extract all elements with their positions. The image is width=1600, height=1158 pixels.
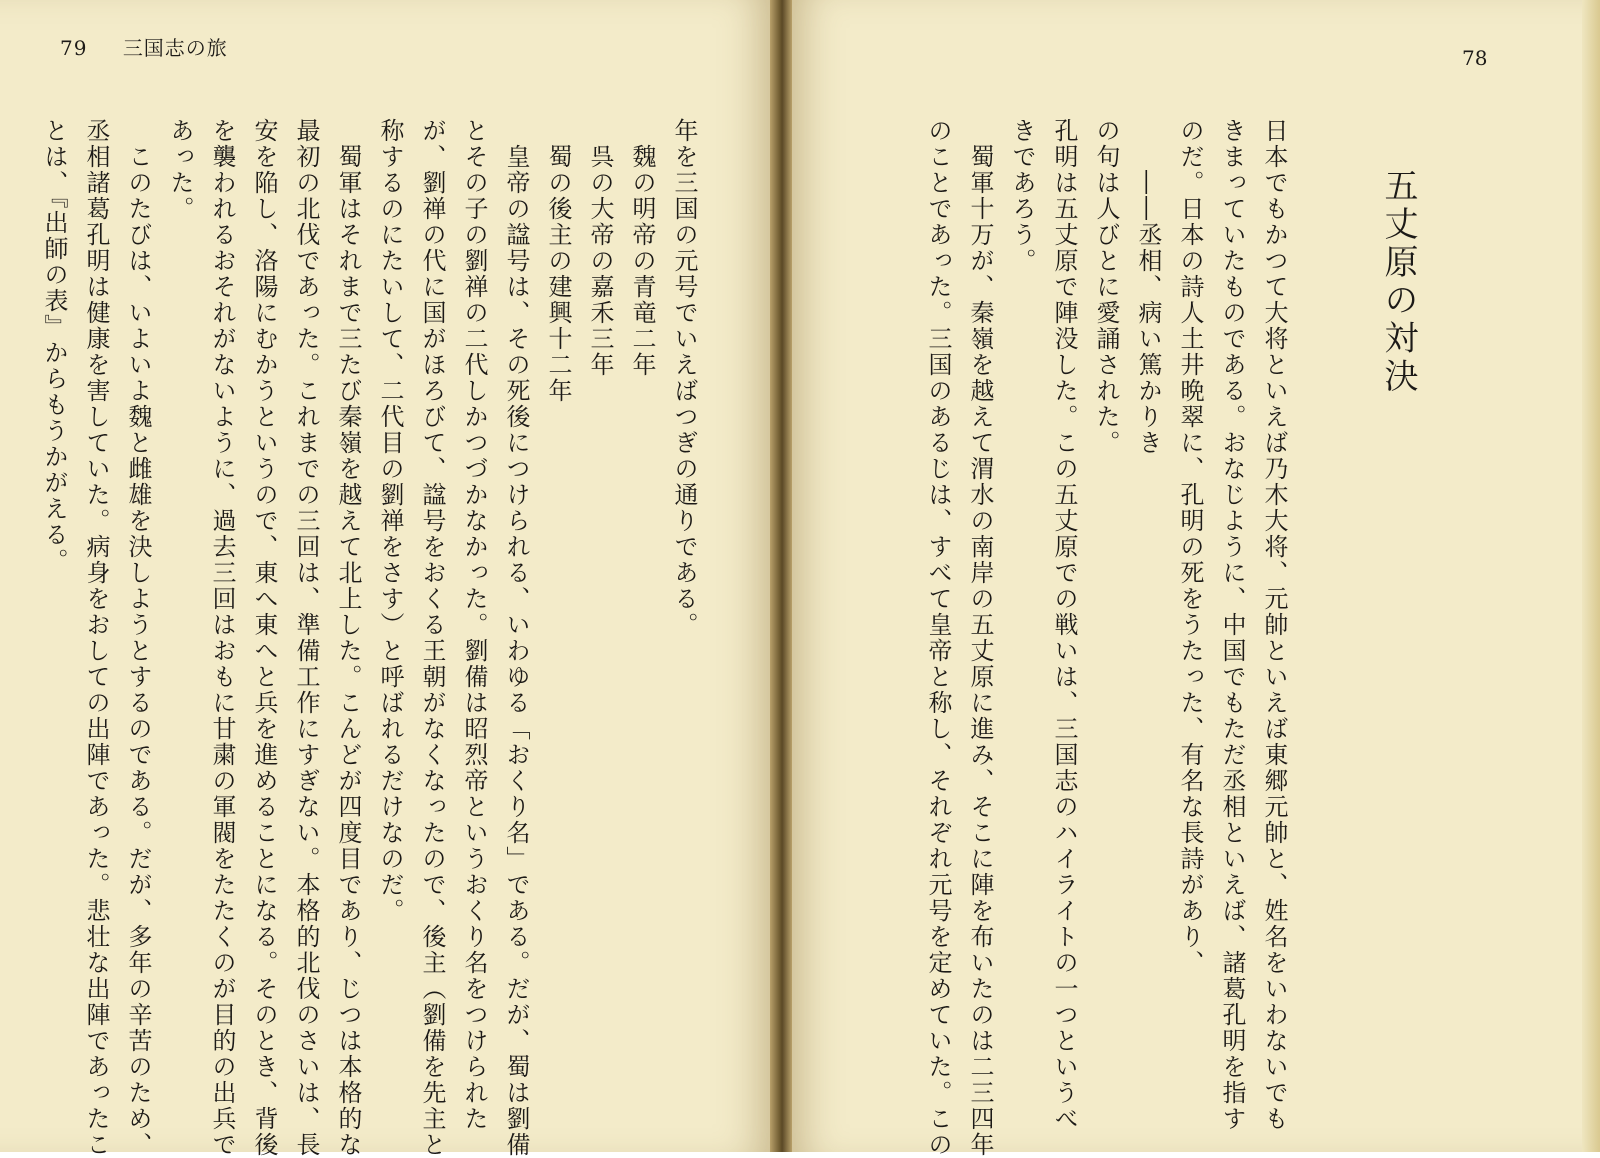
- text-line: とその子の劉禅の二代しかつづかなかった。劉備は昭烈帝というおくり名をつけられた: [460, 118, 488, 1132]
- text-line: 安を陥し、洛陽にむかうというので、東へ東へと兵を進めることになる。そのとき、背後: [250, 118, 278, 1158]
- text-line: このたびは、いよいよ魏と雌雄を決しようとするのである。だが、多年の辛苦のため、: [124, 118, 152, 1158]
- text-line: きまっていたものである。おなじように、中国でもただ丞相といえば、諸葛孔明を指す: [1218, 118, 1246, 1132]
- text-line: 称するのにたいして、二代目の劉禅をさす）と呼ばれるだけなのだ。: [376, 118, 404, 924]
- text-line: あった。: [166, 118, 194, 222]
- text-line: 蜀軍十万が、秦嶺を越えて渭水の南岸の五丈原に進み、そこに陣を布いたのは二三四年: [966, 118, 994, 1158]
- left-page-header: [60, 32, 228, 61]
- text-line: 日本でもかつて大将といえば乃木大将、元帥といえば東郷元帥と、姓名をいわないでも: [1260, 118, 1288, 1132]
- text-line: 蜀軍はそれまで三たび秦嶺を越えて北上した。こんどが四度目であり、じつは本格的な: [334, 118, 362, 1158]
- text-line: 魏の明帝の青竜二年: [628, 118, 656, 378]
- right-page-number: 78: [1462, 46, 1488, 70]
- running-head: 三国志の旅: [122, 36, 228, 60]
- text-line: が、劉禅の代に国がほろびて、諡号をおくる王朝がなくなったので、後主（劉備を先主と: [418, 118, 446, 1158]
- text-line: 皇帝の諡号は、その死後につけられる、いわゆる「おくり名」である。だが、蜀は劉備: [502, 118, 530, 1158]
- page-edge: [1582, 0, 1600, 1152]
- text-line: を襲われるおそれがないように、過去三回はおもに甘粛の軍閥をたたくのが目的の出兵で: [208, 118, 236, 1158]
- text-line: 最初の北伐であった。これまでの三回は、準備工作にすぎない。本格的北伐のさいは、長: [292, 118, 320, 1158]
- text-line: 孔明は五丈原で陣没した。この五丈原での戦いは、三国志のハイライトの一つというべ: [1050, 118, 1078, 1132]
- text-line: ――丞相、病い篤かりき: [1134, 118, 1162, 456]
- text-line: 年を三国の元号でいえばつぎの通りである。: [670, 118, 698, 638]
- text-line: 蜀の後主の建興十二年: [544, 118, 572, 404]
- text-line: のだ。日本の詩人土井晩翠に、孔明の死をうたった、有名な長詩があり、: [1176, 118, 1204, 976]
- book-gutter: [770, 0, 792, 1152]
- text-line: 丞相諸葛孔明は健康を害していた。病身をおしての出陣であった。悲壮な出陣であったこ: [82, 118, 110, 1158]
- text-line: のことであった。三国のあるじは、すべて皇帝と称し、それぞれ元号を定めていた。この: [924, 118, 952, 1158]
- text-line: の句は人びとに愛誦された。: [1092, 118, 1120, 456]
- right-page-body: [820, 118, 1295, 1158]
- text-line: きであろう。: [1008, 118, 1036, 274]
- left-page-number: 79: [60, 36, 88, 60]
- chapter-title: 五丈原の対決: [1378, 168, 1418, 396]
- left-page-body: [30, 118, 705, 1158]
- text-line: 呉の大帝の嘉禾三年: [586, 118, 614, 378]
- text-line: とは、『出師の表』からもうかがえる。: [40, 118, 68, 574]
